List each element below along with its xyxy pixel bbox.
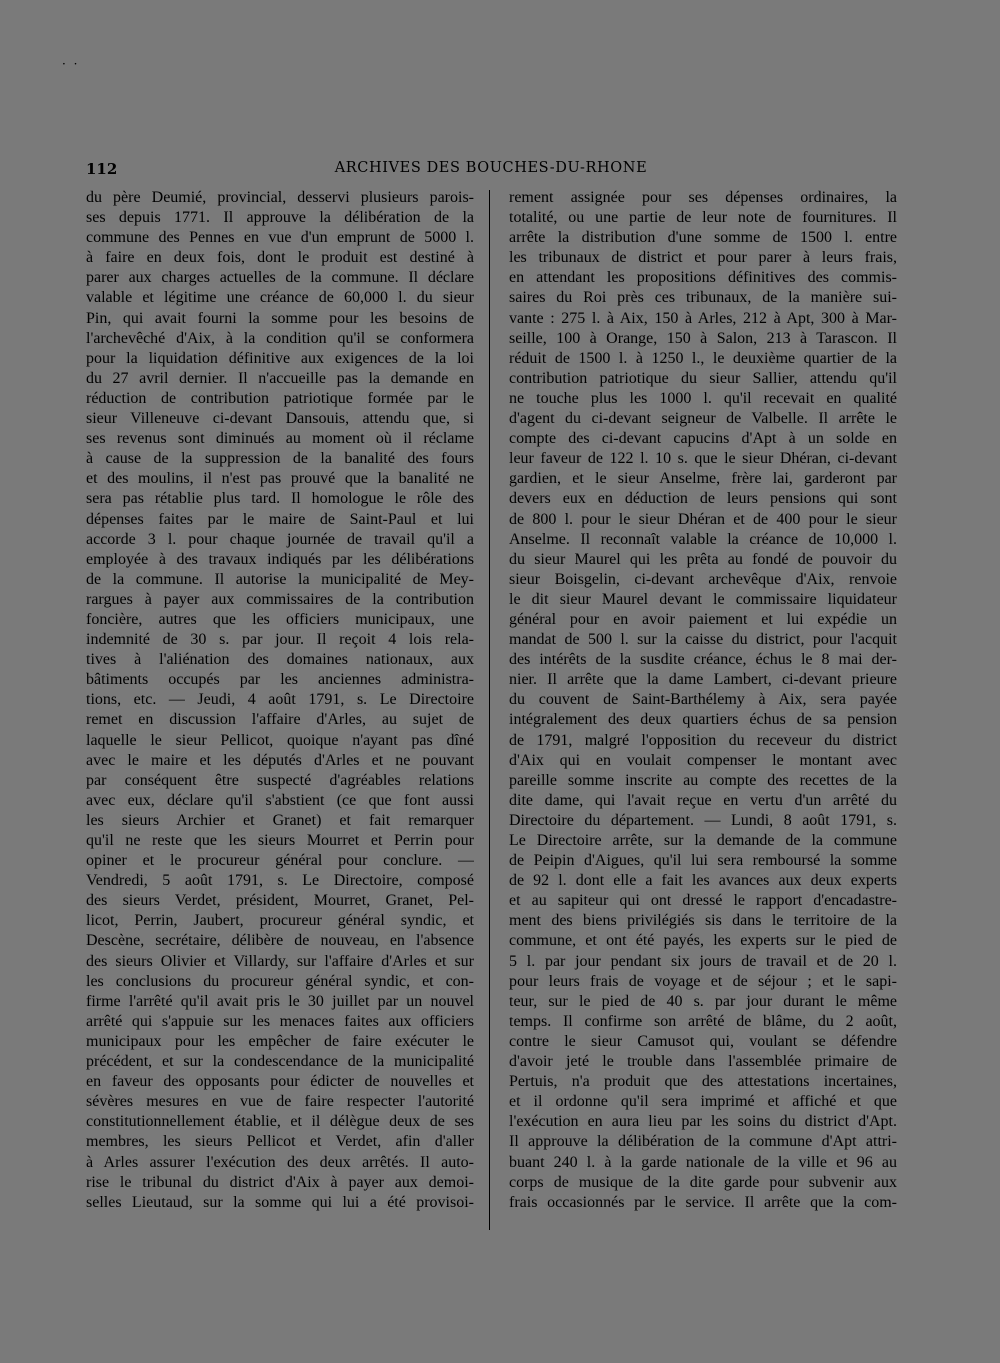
text-line: frais occasionnés par le service. Il arrête que la com- bbox=[509, 1193, 897, 1211]
text-line: Il approuve la délibération de la commune d'Apt attri- bbox=[509, 1133, 897, 1151]
text-line: réduit de 1500 l. à 1250 l., le deuxième quartier de la bbox=[509, 349, 897, 367]
text-line: rement assignée pour ses dépenses ordinaires, la bbox=[509, 189, 897, 206]
text-line: du père Deumié, provincial, desservi plusieurs parois- bbox=[86, 189, 474, 206]
text-line: dépenses faites par le maire de Saint-Paul et lui bbox=[86, 510, 474, 528]
text-line: totalité, ou une partie de leur note de fournitures. Il bbox=[509, 209, 897, 227]
text-line: temps. Il confirme son arrêté de blâme, du 2 août, bbox=[509, 1012, 897, 1030]
text-line: intégralement des deux quartiers échus de sa pension bbox=[509, 711, 897, 729]
text-line: d'avoir jeté le trouble dans l'assemblée primaire de bbox=[509, 1053, 897, 1071]
text-line: à cause de la suppression de la banalité des fours bbox=[86, 450, 474, 468]
text-line: arrête la distribution d'une somme de 1500 l. entre bbox=[509, 229, 897, 247]
text-line: selles Lieutaud, sur la somme qui lui a été provisoi- bbox=[86, 1193, 474, 1211]
text-line: ne touche plus les 1000 l. qu'il recevait en qualité bbox=[509, 389, 897, 407]
text-line: sieur Villeneuve ci-devant Dansouis, attendu que, si bbox=[86, 410, 474, 428]
text-line: tives à l'aliénation des domaines nationaux, aux bbox=[86, 651, 474, 669]
text-line: vante : 275 l. à Aix, 150 à Arles, 212 à Apt, 300 à Mar- bbox=[509, 309, 897, 327]
text-line: gardien, et le sieur Anselme, frère lai, garderont par bbox=[509, 470, 897, 488]
page-number: 112 bbox=[86, 160, 118, 178]
text-line: et des moulins, il n'est pas prouvé que la banalité ne bbox=[86, 470, 474, 488]
text-line: à faire en deux fois, dont le produit est destiné à bbox=[86, 249, 474, 267]
text-line: corps de musique de la dite garde pour subvenir aux bbox=[509, 1173, 897, 1191]
text-line: les conclusions du procureur général syndic, et con- bbox=[86, 972, 474, 990]
text-line: sieur Boisgelin, ci-devant archevêque d'Aix, renvoie bbox=[509, 570, 897, 588]
text-line: et au sapiteur qui ont dressé le rapport d'encadastre- bbox=[509, 892, 897, 910]
text-line: d'agent du ci-devant seigneur de Valbelle. Il arrête le bbox=[509, 410, 897, 428]
text-line: l'exécution en aura lieu par les soins du district d'Apt. bbox=[509, 1113, 897, 1131]
text-line: arrêté qui s'appuie sur les menaces faites aux officiers bbox=[86, 1012, 474, 1030]
text-line: Anselme. Il reconnaît valable la créance de 10,000 l. bbox=[509, 530, 897, 548]
text-line: et il ordonne qu'il sera imprimé et affiché et que bbox=[509, 1093, 897, 1111]
text-line: seille, 100 à Orange, 150 à Salon, 213 à Tarascon. Il bbox=[509, 329, 897, 347]
text-line: opiner et le procureur général pour conclure. — bbox=[86, 852, 474, 870]
text-line: ment des biens privilégiés sis dans le territoire de la bbox=[509, 912, 897, 930]
text-line: licot, Perrin, Jaubert, procureur général syndic, et bbox=[86, 912, 474, 930]
page-header bbox=[86, 160, 896, 184]
text-line: des sieurs Verdet, président, Mourret, Granet, Pel- bbox=[86, 892, 474, 910]
text-line: du couvent de Saint-Barthélemy à Aix, sera payée bbox=[509, 691, 897, 709]
text-line: réduction de contribution patriotique formée par le bbox=[86, 389, 474, 407]
text-line: qu'il ne reste que les sieurs Mourret et Perrin pour bbox=[86, 832, 474, 849]
text-line: firme l'arrêté qu'il avait pris le 30 juillet par un nouvel bbox=[86, 992, 474, 1010]
text-line: valable et légitime une créance de 60,000 l. du sieur bbox=[86, 289, 474, 307]
text-line: d'Aix qui en voulait compenser le montant avec bbox=[509, 751, 897, 769]
text-line: les sieurs Archier et Granet) et fait remarquer bbox=[86, 811, 474, 829]
text-line: de 800 l. pour le sieur Dhéran et de 400 pour le sieur bbox=[509, 510, 897, 528]
text-line: constitutionnellement établie, et il délègue deux de ses bbox=[86, 1113, 474, 1131]
text-line: des sieurs Olivier et Villardy, sur l'affaire d'Arles et sur bbox=[86, 952, 474, 970]
column-rule bbox=[489, 190, 490, 1230]
text-line: 5 l. par jour pendant six jours de travail et de 20 l. bbox=[509, 952, 897, 970]
text-line: leur faveur de 122 l. 10 s. que le sieur Dhéran, ci-devant bbox=[509, 450, 897, 468]
text-line: commune des Pennes en vue d'un emprunt de 5000 l. bbox=[86, 229, 474, 247]
text-line: pour leurs frais de voyage et de séjour ; et le sapi- bbox=[509, 972, 897, 990]
text-line: Pin, qui avait fourni la somme pour les besoins de bbox=[86, 309, 474, 327]
text-line: devers eux en déduction de leurs pensions qui sont bbox=[509, 490, 897, 508]
text-line: employée à des travaux indiqués par les délibérations bbox=[86, 550, 474, 568]
text-line: de Peipin d'Aigues, qu'il lui sera remboursé la somme bbox=[509, 852, 897, 870]
text-line: rise le tribunal du district d'Aix à payer aux demoi- bbox=[86, 1173, 474, 1191]
text-line: dite dame, qui l'avait reçue en vertu d'un arrêté du bbox=[509, 791, 897, 809]
text-line: avec le maire et les députés d'Arles et ne pouvant bbox=[86, 751, 474, 769]
text-line: l'archevêché d'Aix, à la condition qu'il se conformera bbox=[86, 329, 474, 347]
text-line: général pour en avoir paiement et lui expédie un bbox=[509, 610, 897, 628]
text-line: indemnité de 30 s. par jour. Il reçoit 4 lois rela- bbox=[86, 631, 474, 649]
text-line: Vendredi, 5 août 1791, s. Le Directoire, composé bbox=[86, 872, 474, 890]
text-line: de 92 l. dont elle a fait les avances aux deux experts bbox=[509, 872, 897, 890]
text-line: Descène, secrétaire, délibère de nouveau, en l'absence bbox=[86, 932, 474, 950]
text-line: parer aux charges actuelles de la commune. Il déclare bbox=[86, 269, 474, 287]
text-line: avec eux, déclare qu'il s'abstient (ce que font aussi bbox=[86, 791, 474, 809]
text-line: membres, les sieurs Pellicot et Verdet, afin d'aller bbox=[86, 1133, 474, 1151]
text-line: laquelle le sieur Pellicot, quoique n'ayant pas dîné bbox=[86, 731, 474, 749]
text-line: mandat de 500 l. sur la caisse du district, pour l'acquit bbox=[509, 631, 897, 649]
text-line: ses depuis 1771. Il approuve la délibération de la bbox=[86, 209, 474, 227]
text-line: teur, sur le pied de 40 s. par jour durant le même bbox=[509, 992, 897, 1010]
text-line: précédent, et sur la condescendance de la municipalité bbox=[86, 1053, 474, 1071]
text-line: sévères mesures en vue de faire respecter l'autorité bbox=[86, 1093, 474, 1111]
text-line: le dit sieur Maurel devant le commissaire liquidateur bbox=[509, 590, 897, 608]
text-line: à Arles assurer l'exécution des deux arrêtés. Il auto- bbox=[86, 1153, 474, 1171]
text-line: ses revenus sont diminués au moment où il réclame bbox=[86, 430, 474, 448]
text-line: tions, etc. — Jeudi, 4 août 1791, s. Le Directoire bbox=[86, 691, 474, 709]
text-line: pareille somme inscrite au compte des recettes de la bbox=[509, 771, 897, 789]
text-line: remet en discussion l'affaire d'Arles, au sujet de bbox=[86, 711, 474, 729]
text-line: rargues à payer aux commissaires de la contribution bbox=[86, 590, 474, 608]
text-line: du 27 avril dernier. Il n'accueille pas la demande en bbox=[86, 369, 474, 387]
text-line: nier. Il arrête que la dame Lambert, ci-devant prieure bbox=[509, 671, 897, 689]
text-line: en faveur des opposants pour édicter de nouvelles et bbox=[86, 1073, 474, 1091]
text-line: buant 240 l. à la garde nationale de la ville et 96 au bbox=[509, 1153, 897, 1171]
text-line: par conséquent être suspecté d'agréables relations bbox=[86, 771, 474, 789]
text-line: contre le sieur Camusot qui, voulant se défendre bbox=[509, 1032, 897, 1050]
text-line: accorde 3 l. pour chaque journée de travail qu'il a bbox=[86, 530, 474, 548]
text-line: municipaux pour les empêcher de faire exécuter le bbox=[86, 1032, 474, 1050]
text-line: Pertuis, n'a produit que des attestations incertaines, bbox=[509, 1073, 897, 1091]
text-line: les tribunaux de district et pour parer à leurs frais, bbox=[509, 249, 897, 267]
text-line: sera pas rétablie plus tard. Il homologue le rôle des bbox=[86, 490, 474, 508]
text-line: de la commune. Il autorise la municipalité de Mey- bbox=[86, 570, 474, 588]
scan-specks: · · bbox=[62, 57, 80, 71]
right-column bbox=[509, 188, 897, 1213]
text-line: pour la liquidation définitive aux exigences de la loi bbox=[86, 349, 474, 367]
running-title: ARCHIVES DES BOUCHES-DU-RHONE bbox=[334, 160, 648, 176]
text-line: compte des ci-devant capucins d'Apt à un solde en bbox=[509, 430, 897, 448]
text-line: foncière, autres que les officiers municipaux, une bbox=[86, 610, 474, 628]
text-line: bâtiments occupés par les anciennes administra- bbox=[86, 671, 474, 689]
text-line: du sieur Maurel qui les prêta au fondé de pouvoir du bbox=[509, 550, 897, 568]
text-line: saires du Roi près ces tribunaux, de la manière sui- bbox=[509, 289, 897, 307]
text-line: Directoire du département. — Lundi, 8 août 1791, s. bbox=[509, 811, 897, 829]
text-line: commune, et ont été payés, les experts sur le pied de bbox=[509, 932, 897, 950]
text-line: Le Directoire arrête, sur la demande de la commune bbox=[509, 832, 897, 849]
left-column bbox=[86, 188, 474, 1213]
text-line: des intérêts de la susdite créance, échus le 8 mai der- bbox=[509, 651, 897, 669]
text-line: contribution patriotique du sieur Sallier, attendu qu'il bbox=[509, 369, 897, 387]
text-line: de 1791, malgré l'opposition du receveur du district bbox=[509, 731, 897, 749]
text-line: en attendant les propositions définitives des commis- bbox=[509, 269, 897, 287]
